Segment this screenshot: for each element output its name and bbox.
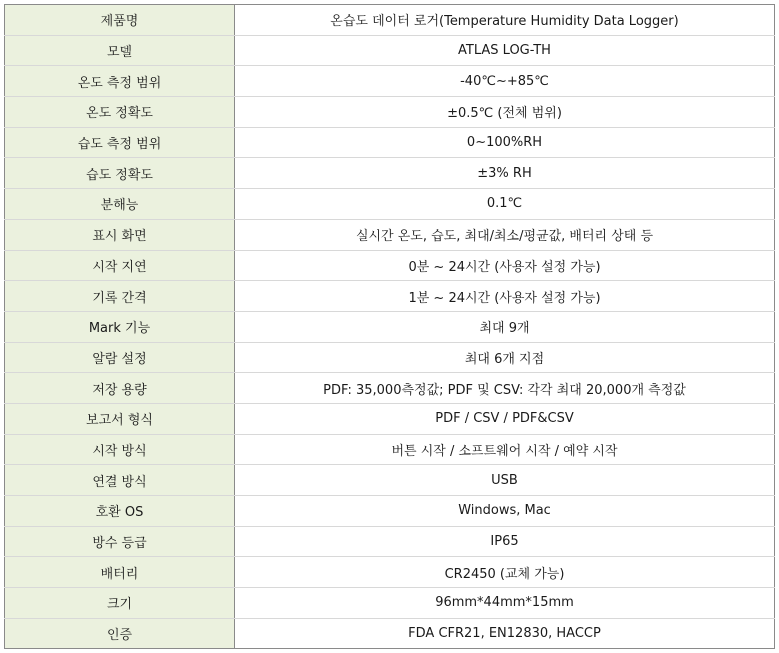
spec-label: 저장 용량 <box>5 373 235 404</box>
spec-value: FDA CFR21, EN12830, HACCP <box>235 618 775 649</box>
spec-label: 온도 정확도 <box>5 97 235 128</box>
spec-value: PDF: 35,000측정값; PDF 및 CSV: 각각 최대 20,000개 측정값 <box>235 373 775 404</box>
spec-label: 연결 방식 <box>5 465 235 496</box>
spec-row <box>5 158 775 189</box>
spec-label: 표시 화면 <box>5 219 235 250</box>
spec-value: ±3% RH <box>235 158 775 189</box>
spec-label: 알람 설정 <box>5 342 235 373</box>
spec-label: 크기 <box>5 588 235 619</box>
spec-value: -40℃~+85℃ <box>235 66 775 97</box>
spec-value: 최대 6개 지점 <box>235 342 775 373</box>
spec-value: 실시간 온도, 습도, 최대/최소/평균값, 배터리 상태 등 <box>235 219 775 250</box>
spec-label: 시작 방식 <box>5 434 235 465</box>
spec-value: 0분 ~ 24시간 (사용자 설정 가능) <box>235 250 775 281</box>
spec-value: CR2450 (교체 가능) <box>235 557 775 588</box>
spec-row <box>5 618 775 649</box>
spec-value: PDF / CSV / PDF&CSV <box>235 403 775 434</box>
spec-label: 습도 정확도 <box>5 158 235 189</box>
spec-table-body <box>5 5 775 649</box>
spec-value: 0~100%RH <box>235 127 775 158</box>
spec-label: 배터리 <box>5 557 235 588</box>
spec-row <box>5 342 775 373</box>
spec-value: ±0.5℃ (전체 범위) <box>235 97 775 128</box>
spec-row <box>5 434 775 465</box>
spec-row <box>5 97 775 128</box>
spec-value: 96mm*44mm*15mm <box>235 588 775 619</box>
spec-row <box>5 189 775 220</box>
spec-row <box>5 373 775 404</box>
spec-label: 습도 측정 범위 <box>5 127 235 158</box>
spec-label: 방수 등급 <box>5 526 235 557</box>
spec-label: 온도 측정 범위 <box>5 66 235 97</box>
spec-value: Windows, Mac <box>235 496 775 527</box>
spec-row <box>5 311 775 342</box>
spec-row <box>5 588 775 619</box>
spec-row <box>5 465 775 496</box>
spec-table <box>4 4 775 649</box>
spec-value: 1분 ~ 24시간 (사용자 설정 가능) <box>235 281 775 312</box>
spec-row <box>5 403 775 434</box>
spec-row <box>5 5 775 36</box>
spec-row <box>5 526 775 557</box>
spec-row <box>5 250 775 281</box>
spec-row <box>5 281 775 312</box>
spec-value: 0.1℃ <box>235 189 775 220</box>
spec-row <box>5 66 775 97</box>
spec-label: 호환 OS <box>5 496 235 527</box>
spec-label: 인증 <box>5 618 235 649</box>
spec-value: USB <box>235 465 775 496</box>
spec-value: IP65 <box>235 526 775 557</box>
spec-row <box>5 557 775 588</box>
spec-value: 온습도 데이터 로거(Temperature Humidity Data Logger) <box>235 5 775 36</box>
spec-label: 보고서 형식 <box>5 403 235 434</box>
spec-row <box>5 219 775 250</box>
spec-value: 최대 9개 <box>235 311 775 342</box>
spec-row <box>5 35 775 66</box>
spec-label: 모델 <box>5 35 235 66</box>
spec-row <box>5 496 775 527</box>
spec-value: ATLAS LOG-TH <box>235 35 775 66</box>
spec-label: Mark 기능 <box>5 311 235 342</box>
spec-label: 시작 지연 <box>5 250 235 281</box>
spec-label: 기록 간격 <box>5 281 235 312</box>
spec-label: 분해능 <box>5 189 235 220</box>
spec-row <box>5 127 775 158</box>
spec-value: 버튼 시작 / 소프트웨어 시작 / 예약 시작 <box>235 434 775 465</box>
spec-label: 제품명 <box>5 5 235 36</box>
